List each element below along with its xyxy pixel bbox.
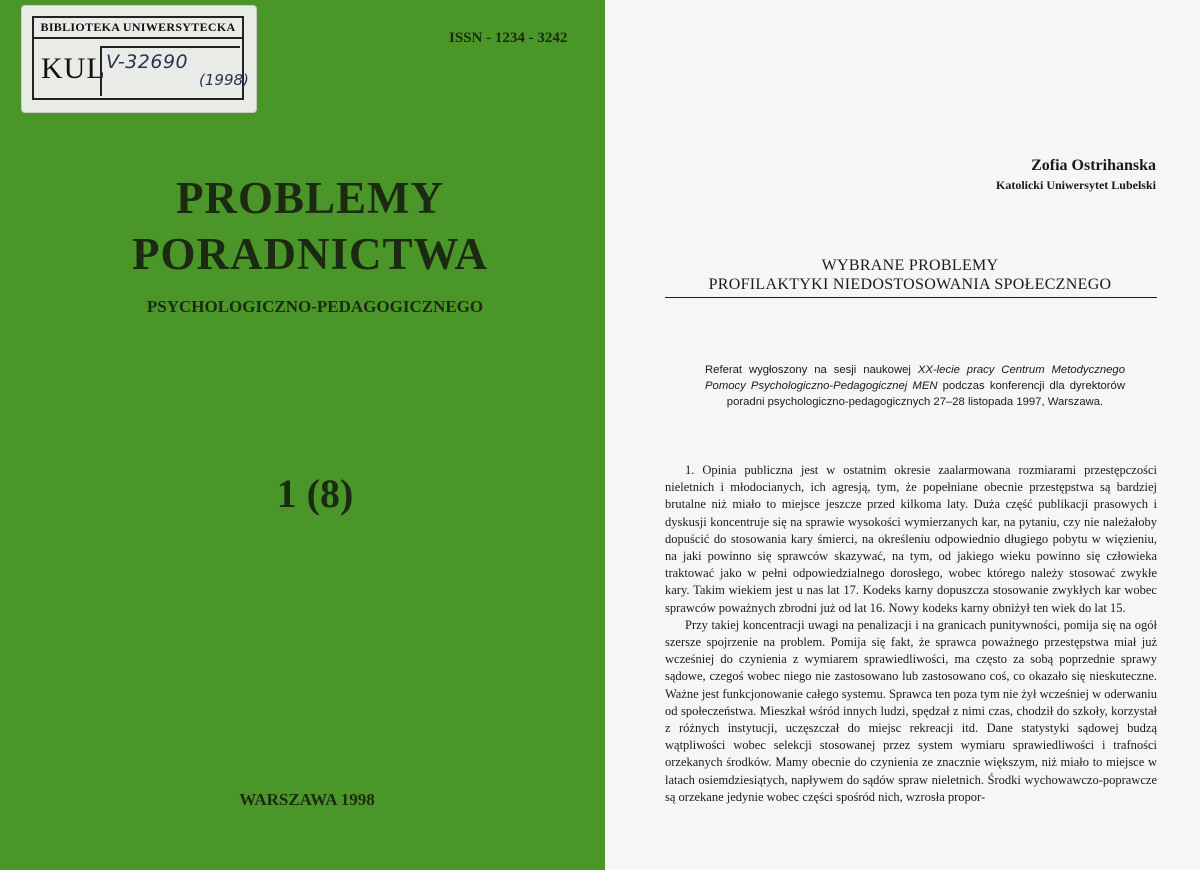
stamp-frame xyxy=(32,16,249,100)
cover-title-line1: PROBLEMY xyxy=(175,173,444,223)
cover-title-line2: PORADNICTWA xyxy=(131,229,488,279)
author-affiliation: Katolicki Uniwersytet Lubelski xyxy=(995,178,1156,192)
cover-title xyxy=(0,170,605,282)
issn: ISSN - 1234 - 3242 xyxy=(449,30,568,46)
title-rule xyxy=(665,297,1157,298)
article-title xyxy=(665,256,1155,294)
place-and-year: WARSZAWA 1998 xyxy=(239,790,375,809)
note-suffix: podczas konferencji dla dyrektorów poradni psychologiczno-pedagogicznych 27–28 listopada 1997, Warszawa. xyxy=(726,380,1125,408)
article-author: Zofia Ostrihanska xyxy=(1031,157,1156,174)
paragraph: 1. Opinia publiczna jest w ostatnim okresie zaalarmowana rozmiarami przestępczości nieletnich i młodocianych, ich agresją, tym, że popełniane obecnie przestępstwa są bardziej brutalne niż miało to miejsce jeszcze przed kilkoma laty. Duża część publikacji prasowych i dyskusji koncentruje się na sprawie wysokości wymierzanych kar, na pytaniu, czy nie należałoby dopuścić do stosowania kary śmierci, na określeniu odpowiednio długiego pobytu w więzieniu, na jaki powinno się sprawców skazywać, na tym, od jakiego wieku powinno się człowieka traktować jako w pełni odpowiedzialnego dorosłego, wobec którego należy stosować zwykłe kary. Takim wiekiem jest u nas lat 17. Kodeks karny dopuszcza stosowanie zwykłych kar wobec sprawców poważnych zbrodni już od lat 16. Nowy kodeks karny obniżył ten wiek do lat 15. xyxy=(665,463,1157,615)
stamp-signature: V-32690 xyxy=(106,51,189,73)
stamp-year: (1998) xyxy=(199,71,249,89)
stamp-library-name: BIBLIOTEKA UNIWERSYTECKA xyxy=(40,20,236,34)
article-title-line2: PROFILAKTYKI NIEDOSTOSOWANIA SPOŁECZNEGO xyxy=(708,276,1112,293)
note-prefix: Referat wygłoszony na sesji naukowej xyxy=(705,364,918,376)
article-page xyxy=(605,0,1200,870)
library-stamp xyxy=(22,6,256,112)
stamp-code: KUL xyxy=(41,52,106,85)
stamp-divider xyxy=(34,37,242,39)
article-note xyxy=(705,362,1125,410)
issue-number: 1 (8) xyxy=(276,471,354,516)
note-session-name: XX-lecie pracy Centrum Metodycznego Pomocy Psychologiczno-Pedagogicznej MEN xyxy=(705,364,1125,392)
cover-subtitle: PSYCHOLOGICZNO-PEDAGOGICZNEGO xyxy=(146,297,484,316)
article-title-line1: WYBRANE PROBLEMY xyxy=(821,257,999,274)
paragraph: Przy takiej koncentracji uwagi na penalizacji i na granicach punitywności, pomija się na ogół szersze spojrzenie na problem. Pomija się fakt, że sprawca poważnego przestępstwa miał już wcześniej do czynienia z wymiarem sprawiedliwości, ma często za sobą poprzednie sprawy sądowe, czegoś wobec niego nie zastosowano lub zastosowano coś, co okazało się nieskuteczne. Ważne jest funkcjonowanie całego systemu. Sprawca ten poza tym nie żył wcześniej w oderwaniu od społeczeństwa. Mieszkał wśród innych ludzi, spędzał z nimi czas, chodził do szkoły, korzystał z różnych instytucji, uczęszczał do miejsc rekreacji itd. Dane statystyki sądowej budzą wątpliwości wobec selekcji stosowanej przez system wymiaru sprawiedliwości i trafności orzekanych środków. Mamy obecnie do czynienia ze znacznie większym, niż miało to miejsce w latach osiemdziesiątych, napływem do sądów spraw nieletnich. Środki wychowawczo-poprawcze są orzekane jedynie wobec części spośród nich, wzrosła propor- xyxy=(665,617,1157,804)
article-body xyxy=(665,462,1157,806)
